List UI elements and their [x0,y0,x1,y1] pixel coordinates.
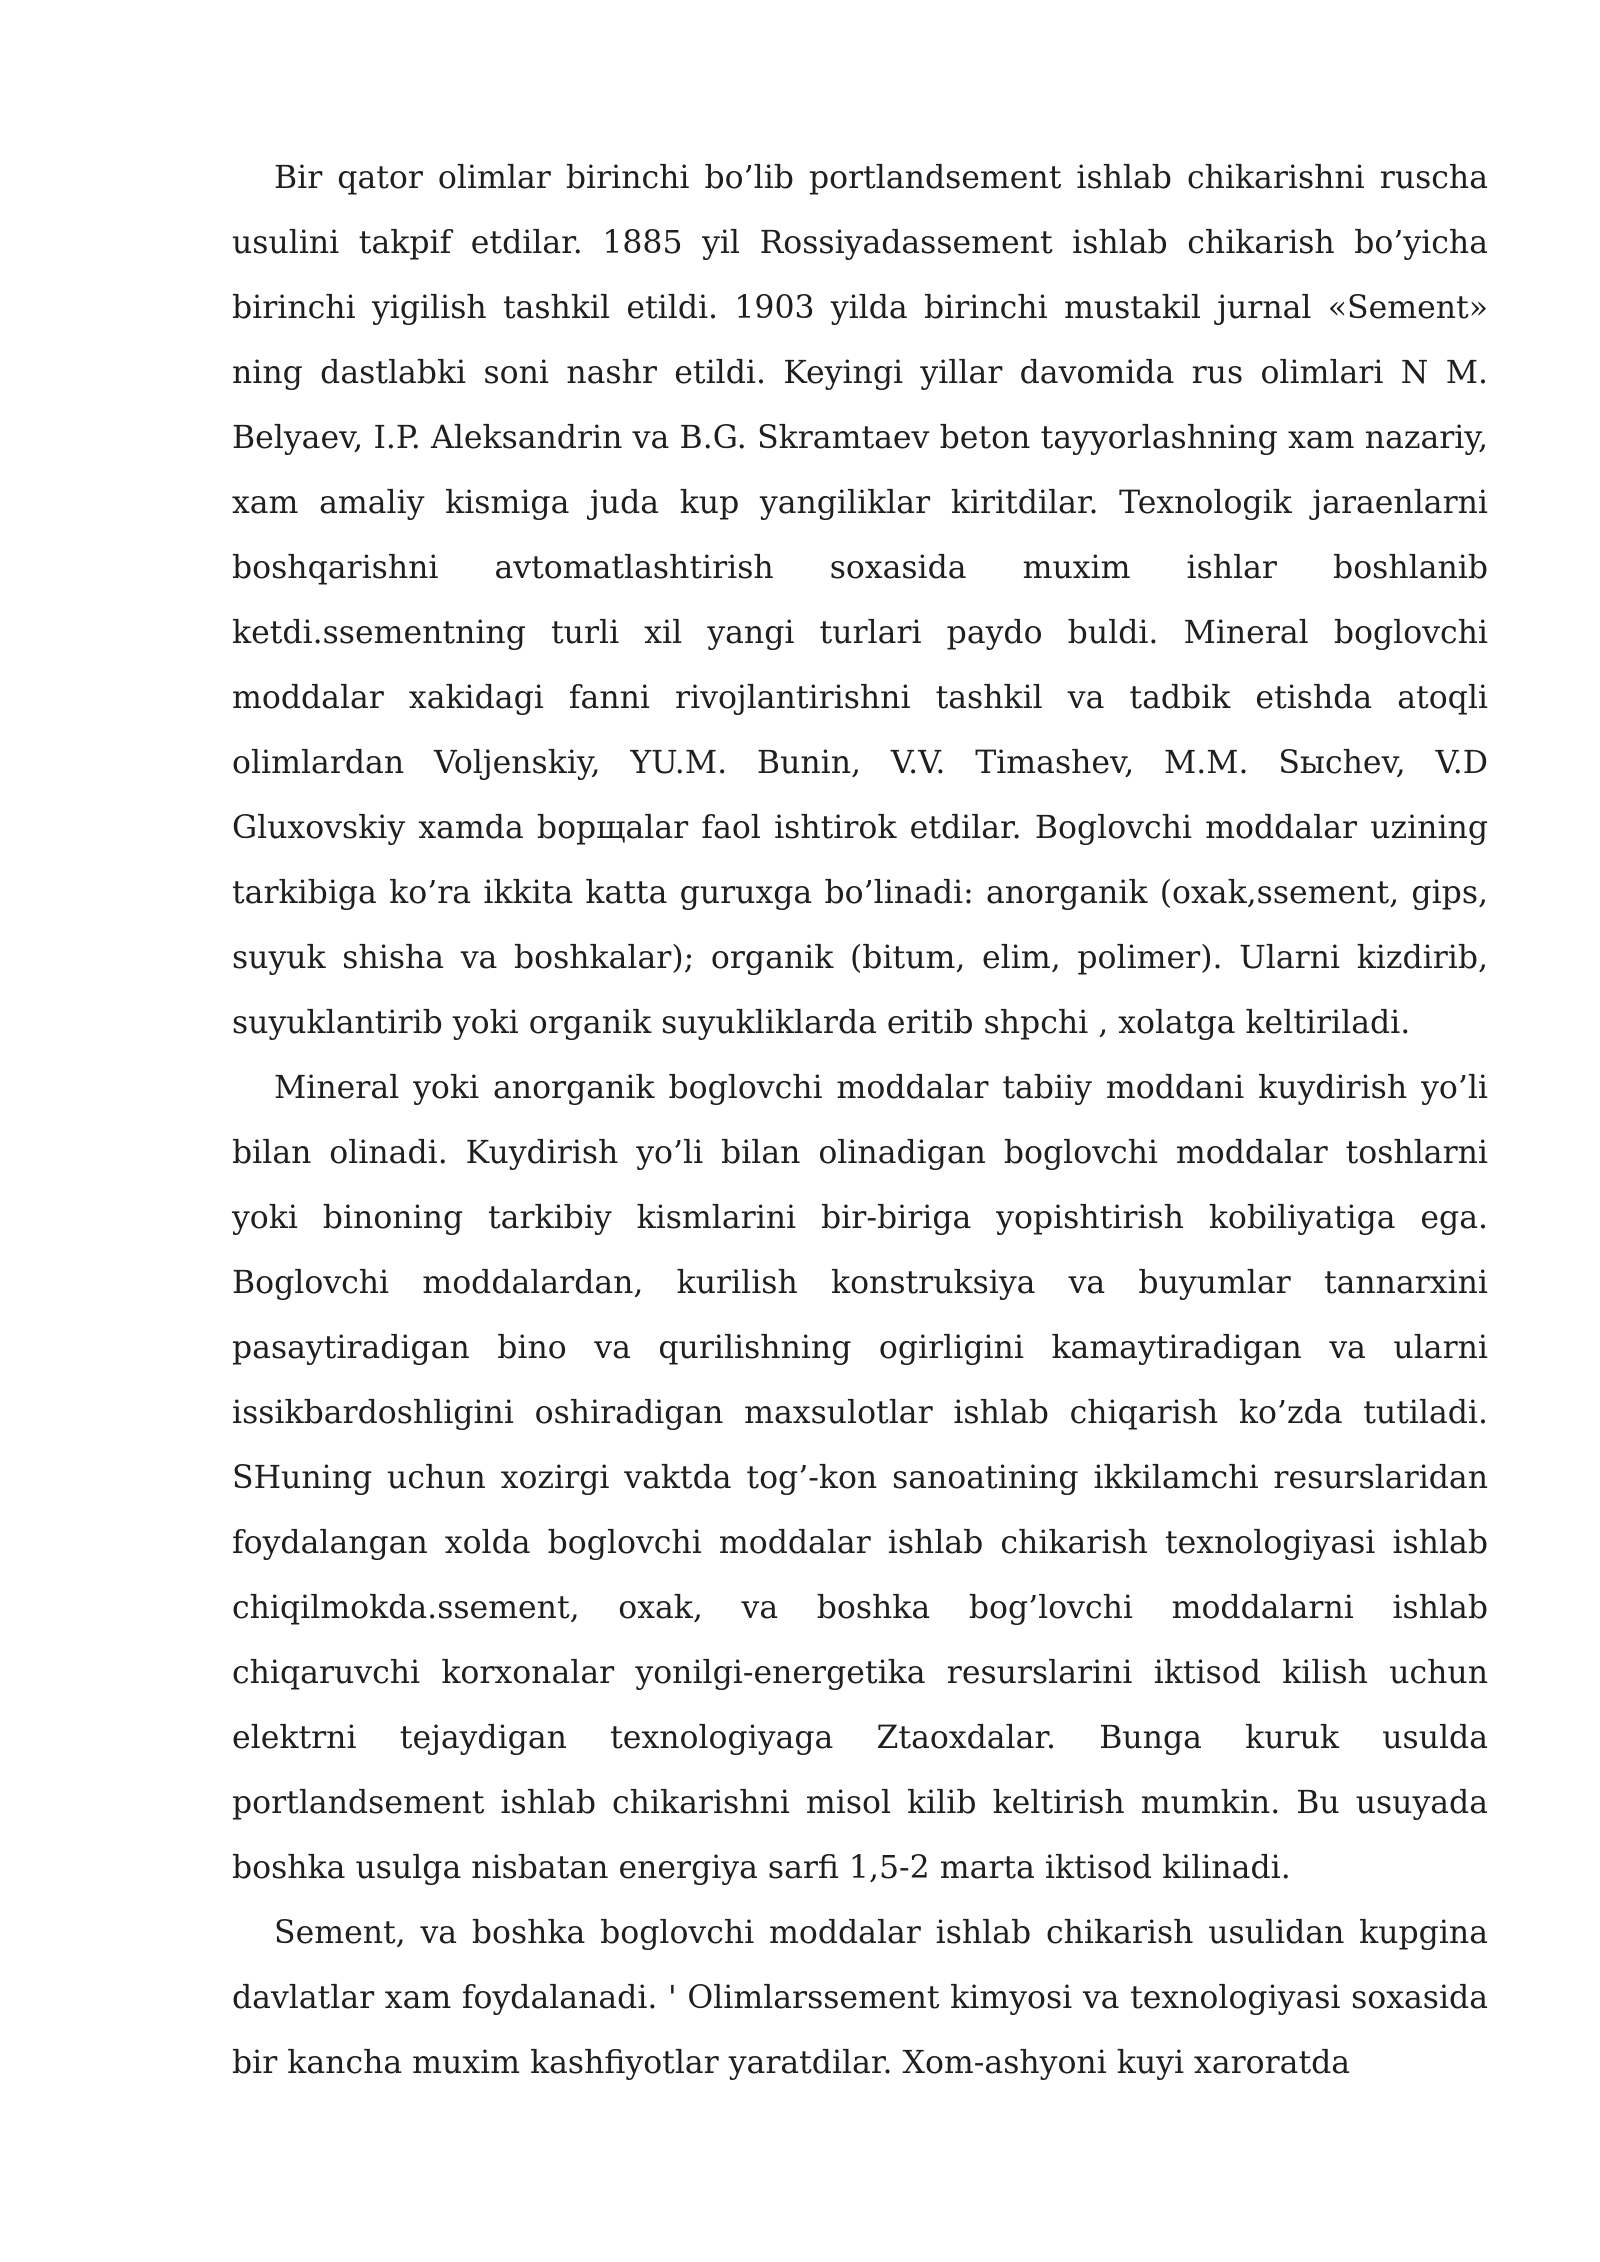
document-body [232,146,1488,2096]
paragraph-3: Sement, va boshka boglovchi moddalar ishlab chikarish usulidan kupgina davlatlar xam foydalanadi. ' Olimlarssement kimyosi va texnologiyasi soxasida bir kancha muxim kashfiyotlar yaratdilar. Xom-ashyoni kuyi xaroratda [232,1915,1488,2081]
paragraph-2: Mineral yoki anorganik boglovchi moddalar tabiiy moddani kuydirish yo’li bilan olinadi. Kuydirish yo’li bilan olinadigan boglovchi moddalar toshlarni yoki binoning tarkibiy kismlarini bir-biriga yopishtirish kobiliyatiga ega. Boglovchi moddalardan, kurilish konstruksiya va buyumlar tannarxini pasaytiradigan bino va qurilishning ogirligini kamaytiradigan va ularni issikbardoshligini oshiradigan maxsulotlar ishlab chiqarish ko’zda tutiladi. SHuning uchun xozirgi vaktda tog’-kon sanoatining ikkilamchi resurslaridan foydalangan xolda boglovchi moddalar ishlab chikarish texnologiyasi ishlab chiqilmokda.ssement, oxak, va boshka bog’lovchi moddalarni ishlab chiqaruvchi korxonalar yonilgi-energetika resurslarini iktisod kilish uchun elektrni tejaydigan texnologiyaga Ztaoxdalar. Bunga kuruk usulda portlandsement ishlab chikarishni misol kilib keltirish mumkin. Bu usuyada boshka usulga nisbatan energiya sarfi 1,5-2 marta iktisod kilinadi. [232,1070,1488,1886]
paragraph-1: Bir qator olimlar birinchi bo’lib portlandsement ishlab chikarishni ruscha usulini takpif etdilar. 1885 yil Rossiyadassement ishlab chikarish bo’yicha birinchi yigilish tashkil etildi. 1903 yilda birinchi mustakil jurnal «Sement» ning dastlabki soni nashr etildi. Keyingi yillar davomida rus olimlari N M. Belyaev, I.P. Aleksandrin va B.G. Skramtaev beton tayyorlashning xam nazariy, xam amaliy kismiga juda kup yangiliklar kiritdilar. Texnologik jaraenlarni boshqarishni avtomatlashtirish soxasida muxim ishlar boshlanib ketdi.ssementning turli xil yangi turlari paydo buldi. Mineral boglovchi moddalar xakidagi fanni rivojlantirishni tashkil va tadbik etishda atoqli olimlardan Voljenskiy, YU.M. Bunin, V.V. Timashev, M.M. Sыchev, V.D Gluxovskiy xamda bopщalar faol ishtirok etdilar. Boglovchi moddalar uzining tarkibiga ko’ra ikkita katta guruxga bo’linadi: anorganik (oxak,ssement, gips, suyuk shisha va boshkalar); organik (bitum, elim, polimer). Ularni kizdirib, suyuklantirib yoki organik suyukliklarda eritib shpchi , xolatga keltiriladi. [232,160,1488,1041]
